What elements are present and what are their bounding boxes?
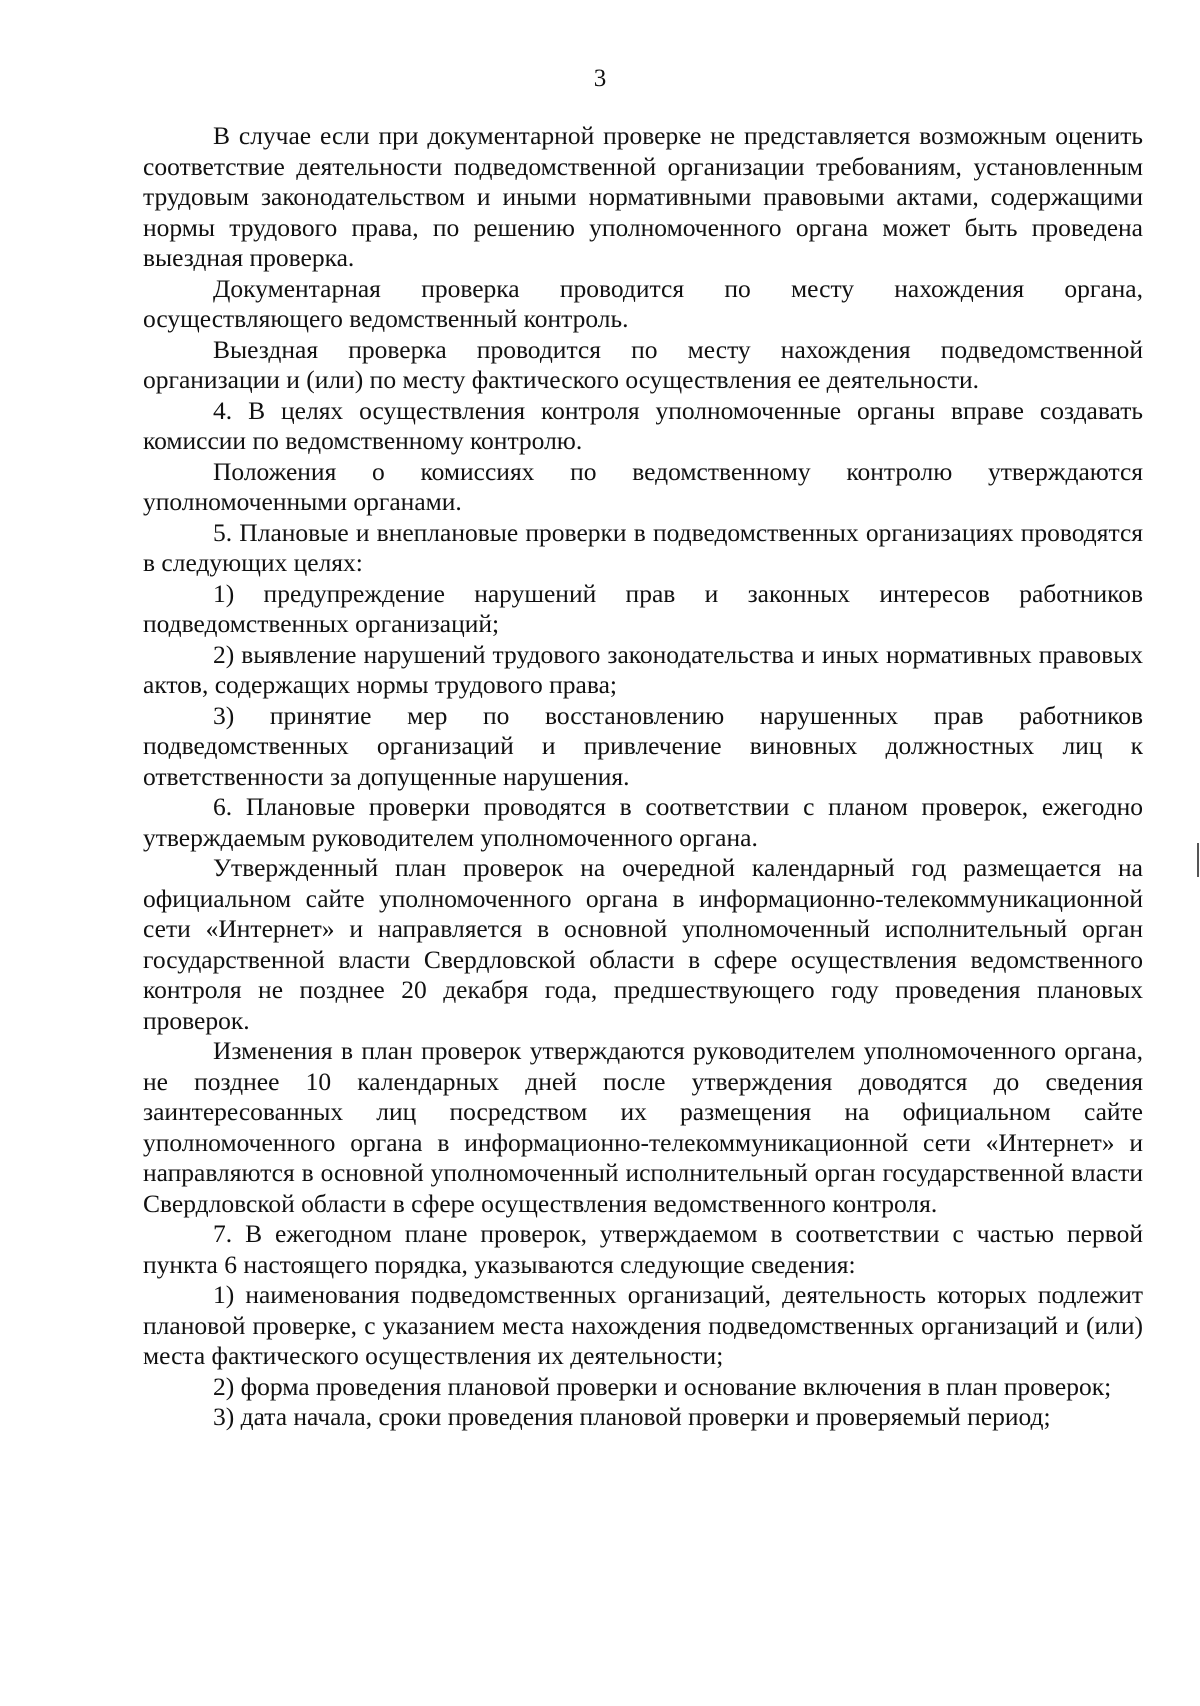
paragraph-documentary-inspection-note: В случае если при документарной проверке не представляется возможным оценить соответствие деятельности подведомственной организации требованиям, установленным трудовым законодательством и иными нормативными правовыми актами, содержащими нормы трудового права, по решению уполномоченного органа может быть проведена выездная проверка. <box>143 121 1143 272</box>
document-body <box>143 121 1143 1433</box>
paragraph-plan-changes: Изменения в план проверок утверждаются руководителем уполномоченного органа, не позднее 10 календарных дней после утверждения доводятся до сведения заинтересованных лиц посредством их размещения на официальном сайте уполномоченного органа в информационно-телекоммуникационной сети «Интернет» и направляются в основной уполномоченный исполнительный орган государственной власти Свердловской области в сфере осуществления ведомственного контроля. <box>143 1036 1143 1218</box>
clause-7-item-1: 1) наименования подведомственных организаций, деятельность которых подлежит плановой проверке, с указанием места нахождения подведомственных организаций и (или) места фактического осуществления их деятельности; <box>143 1280 1143 1370</box>
paragraph-commission-provisions: Положения о комиссиях по ведомственному контролю утверждаются уполномоченными органами. <box>143 456 1143 516</box>
clause-7-item-3: 3) дата начала, сроки проведения плановой проверки и проверяемый период; <box>213 1402 1051 1431</box>
clause-4: 4. В целях осуществления контроля уполномоченные органы вправе создавать комиссии по ведомственному контролю. <box>143 395 1143 455</box>
clause-7-item-2: 2) форма проведения плановой проверки и основание включения в план проверок; <box>213 1371 1112 1401</box>
clause-5: 5. Плановые и внеплановые проверки в подведомственных организациях проводятся в следующих целях: <box>143 517 1143 577</box>
scan-edge-mark <box>1197 843 1199 877</box>
clause-5-item-3: 3) принятие мер по восстановлению нарушенных прав работников подведомственных организаций и привлечение виновных должностных лиц к ответственности за допущенные нарушения. <box>143 700 1143 791</box>
paragraph-approved-plan: Утвержденный план проверок на очередной календарный год размещается на официальном сайте уполномоченного органа в информационно-телекоммуникационной сети «Интернет» и направляется в основной уполномоченный исполнительный орган государственной власти Свердловской области в сфере осуществления ведомственного контроля не позднее 20 декабря года, предшествующего году проведения плановых проверок. <box>143 853 1143 1035</box>
clause-7: 7. В ежегодном плане проверок, утверждаемом в соответствии с частью первой пункта 6 настоящего порядка, указываются следующие сведения: <box>143 1219 1143 1279</box>
clause-5-item-2: 2) выявление нарушений трудового законодательства и иных нормативных правовых актов, содержащих нормы трудового права; <box>143 639 1143 699</box>
paragraph-field-inspection-place: Выездная проверка проводится по месту нахождения подведомственной организации и (или) по месту фактического осуществления ее деятельности. <box>143 334 1143 394</box>
paragraph-documentary-inspection-place: Документарная проверка проводится по месту нахождения органа, осуществляющего ведомственный контроль. <box>143 273 1143 333</box>
page-number: 3 <box>593 65 607 92</box>
clause-6: 6. Плановые проверки проводятся в соответствии с планом проверок, ежегодно утверждаемым руководителем уполномоченного органа. <box>143 792 1143 852</box>
clause-5-item-1: 1) предупреждение нарушений прав и законных интересов работников подведомственных организаций; <box>143 578 1143 638</box>
